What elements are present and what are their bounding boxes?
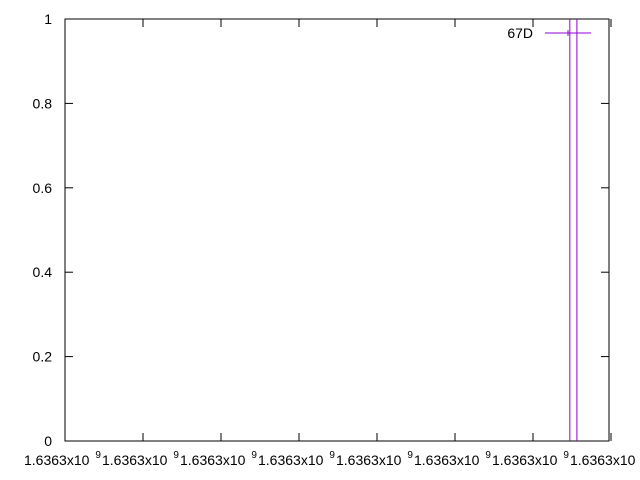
y-ticks — [33, 11, 609, 449]
plot-frame — [65, 19, 609, 441]
x-tick-label: 1.6363x10 $^9$ — [102, 450, 179, 468]
x-tick-label: 1.6363x10 $^9$ — [24, 450, 101, 468]
series-group — [570, 19, 577, 441]
x-tick-label: 1.6363x10 $^9$ — [414, 450, 491, 468]
y-tick-label: 0.6 — [32, 179, 52, 196]
axes — [65, 19, 609, 441]
y-tick-label: 0.2 — [32, 348, 52, 365]
legend-label: 67D — [507, 25, 533, 41]
y-tick-label: 0.4 — [32, 264, 52, 281]
legend — [507, 25, 591, 41]
x-ticks — [24, 19, 640, 468]
y-tick-label: 0 — [44, 433, 52, 449]
x-tick-label: 1.6363x10 $^9$ — [336, 450, 413, 468]
x-tick-label: 1.6363x10 — [570, 452, 636, 468]
x-tick-label: 1.6363x10 $^9$ — [258, 450, 335, 468]
x-tick-label: 1.6363x10 $^9$ — [180, 450, 257, 468]
y-tick-label: 1 — [44, 11, 52, 27]
x-tick-label: 1.6363x10 $^9$ — [492, 450, 569, 468]
y-tick-label: 0.8 — [32, 95, 52, 112]
